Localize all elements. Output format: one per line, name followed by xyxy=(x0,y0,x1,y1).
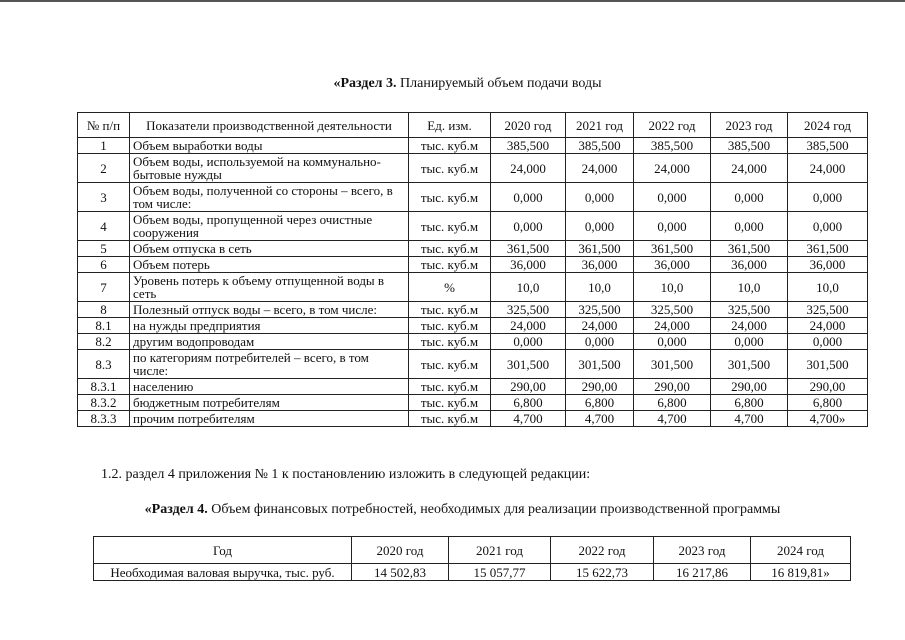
value-2022: 385,500 xyxy=(634,138,711,154)
value-2020: 301,500 xyxy=(491,350,566,379)
table-row xyxy=(78,183,868,212)
section-4-title xyxy=(10,502,905,518)
value-2020: 385,500 xyxy=(491,138,566,154)
row-unit: тыс. куб.м xyxy=(409,138,491,154)
row-num: 6 xyxy=(78,257,130,273)
row-indicator: Уровень потерь к объему отпущенной воды в сеть xyxy=(130,273,409,302)
table-row xyxy=(78,212,868,241)
value-2022: 4,700 xyxy=(634,411,711,427)
value-2020: 36,000 xyxy=(491,257,566,273)
value-2021: 361,500 xyxy=(566,241,634,257)
value-2024: 361,500 xyxy=(788,241,868,257)
value-2024: 0,000 xyxy=(788,212,868,241)
table-row xyxy=(78,379,868,395)
value-2020: 0,000 xyxy=(491,212,566,241)
page-top-edge xyxy=(0,0,905,2)
value-2021: 325,500 xyxy=(566,302,634,318)
value-2022: 0,000 xyxy=(634,212,711,241)
row-indicator: Объем потерь xyxy=(130,257,409,273)
header-unit: Ед. изм. xyxy=(409,113,491,138)
row-num: 8 xyxy=(78,302,130,318)
water-supply-table xyxy=(77,112,868,427)
table-row xyxy=(94,564,851,581)
row-indicator: бюджетным потребителям xyxy=(130,395,409,411)
table-row xyxy=(78,350,868,379)
row-num: 8.3.2 xyxy=(78,395,130,411)
header-2024: 2024 год xyxy=(751,537,851,564)
row-unit: тыс. куб.м xyxy=(409,302,491,318)
table-row xyxy=(78,411,868,427)
value-2024: 301,500 xyxy=(788,350,868,379)
row-num: 8.1 xyxy=(78,318,130,334)
row-num: 1 xyxy=(78,138,130,154)
value-2020: 290,00 xyxy=(491,379,566,395)
value-2024: 24,000 xyxy=(788,154,868,183)
row-unit: тыс. куб.м xyxy=(409,350,491,379)
value-2023: 0,000 xyxy=(711,212,788,241)
value-2024: 36,000 xyxy=(788,257,868,273)
value-2022: 36,000 xyxy=(634,257,711,273)
value-2023: 4,700 xyxy=(711,411,788,427)
value-2022: 0,000 xyxy=(634,183,711,212)
value-2020: 6,800 xyxy=(491,395,566,411)
value-2024: 4,700» xyxy=(788,411,868,427)
section-4-title-bold: «Раздел 4. xyxy=(144,502,208,517)
row-indicator: на нужды предприятия xyxy=(130,318,409,334)
value-2024: 16 819,81» xyxy=(751,564,851,581)
value-2020: 0,000 xyxy=(491,334,566,350)
value-2023: 290,00 xyxy=(711,379,788,395)
value-2022: 6,800 xyxy=(634,395,711,411)
value-2022: 290,00 xyxy=(634,379,711,395)
value-2024: 325,500 xyxy=(788,302,868,318)
row-unit: тыс. куб.м xyxy=(409,379,491,395)
value-2023: 6,800 xyxy=(711,395,788,411)
value-2024: 0,000 xyxy=(788,183,868,212)
row-indicator: Объем отпуска в сеть xyxy=(130,241,409,257)
value-2020: 325,500 xyxy=(491,302,566,318)
value-2023: 0,000 xyxy=(711,334,788,350)
row-num: 2 xyxy=(78,154,130,183)
row-indicator: Полезный отпуск воды – всего, в том числе: xyxy=(130,302,409,318)
row-num: 3 xyxy=(78,183,130,212)
row-num: 7 xyxy=(78,273,130,302)
row-num: 8.3.1 xyxy=(78,379,130,395)
table-header-row xyxy=(78,113,868,138)
header-2022: 2022 год xyxy=(551,537,654,564)
value-2020: 4,700 xyxy=(491,411,566,427)
row-indicator: Объем воды, пропущенной через очистные сооружения xyxy=(130,212,409,241)
value-2022: 361,500 xyxy=(634,241,711,257)
header-indicator: Показатели производственной деятельности xyxy=(130,113,409,138)
value-2021: 0,000 xyxy=(566,334,634,350)
value-2023: 36,000 xyxy=(711,257,788,273)
row-unit: тыс. куб.м xyxy=(409,411,491,427)
value-2021: 0,000 xyxy=(566,183,634,212)
value-2023: 301,500 xyxy=(711,350,788,379)
value-2020: 361,500 xyxy=(491,241,566,257)
value-2021: 290,00 xyxy=(566,379,634,395)
row-num: 8.3.3 xyxy=(78,411,130,427)
row-unit: тыс. куб.м xyxy=(409,318,491,334)
value-2021: 4,700 xyxy=(566,411,634,427)
row-unit: тыс. куб.м xyxy=(409,395,491,411)
section-4-title-rest: Объем финансовых потребностей, необходимых для реализации производственной программы xyxy=(207,502,781,517)
value-2022: 0,000 xyxy=(634,334,711,350)
row-unit: тыс. куб.м xyxy=(409,154,491,183)
value-2020: 14 502,83 xyxy=(352,564,449,581)
table-row xyxy=(78,241,868,257)
financial-needs-table xyxy=(93,536,851,581)
row-num: 4 xyxy=(78,212,130,241)
header-2024: 2024 год xyxy=(788,113,868,138)
row-unit: % xyxy=(409,273,491,302)
value-2022: 24,000 xyxy=(634,318,711,334)
value-2023: 361,500 xyxy=(711,241,788,257)
row-indicator: Объем воды, используемой на коммунально-бытовые нужды xyxy=(130,154,409,183)
value-2022: 301,500 xyxy=(634,350,711,379)
value-2023: 325,500 xyxy=(711,302,788,318)
value-2023: 16 217,86 xyxy=(654,564,751,581)
header-2020: 2020 год xyxy=(352,537,449,564)
value-2024: 10,0 xyxy=(788,273,868,302)
header-2022: 2022 год xyxy=(634,113,711,138)
table-row xyxy=(78,302,868,318)
value-2022: 15 622,73 xyxy=(551,564,654,581)
value-2021: 0,000 xyxy=(566,212,634,241)
section-3-title-rest: Планируемый объем подачи воды xyxy=(396,76,602,91)
row-indicator: прочим потребителям xyxy=(130,411,409,427)
value-2023: 10,0 xyxy=(711,273,788,302)
row-indicator: другим водопроводам xyxy=(130,334,409,350)
value-2024: 6,800 xyxy=(788,395,868,411)
row-num: 8.3 xyxy=(78,350,130,379)
value-2022: 24,000 xyxy=(634,154,711,183)
section-3-title xyxy=(15,76,905,92)
row-unit: тыс. куб.м xyxy=(409,334,491,350)
value-2023: 0,000 xyxy=(711,183,788,212)
table-header-row xyxy=(94,537,851,564)
value-2023: 24,000 xyxy=(711,318,788,334)
table-row xyxy=(78,273,868,302)
row-unit: тыс. куб.м xyxy=(409,257,491,273)
row-num: 5 xyxy=(78,241,130,257)
header-2021: 2021 год xyxy=(566,113,634,138)
value-2020: 24,000 xyxy=(491,154,566,183)
table-row xyxy=(78,318,868,334)
value-2023: 24,000 xyxy=(711,154,788,183)
value-2021: 6,800 xyxy=(566,395,634,411)
value-2023: 385,500 xyxy=(711,138,788,154)
row-unit: тыс. куб.м xyxy=(409,212,491,241)
value-2024: 385,500 xyxy=(788,138,868,154)
table-row xyxy=(78,334,868,350)
header-num: № п/п xyxy=(78,113,130,138)
row-num: 8.2 xyxy=(78,334,130,350)
paragraph-1-2: 1.2. раздел 4 приложения № 1 к постановлению изложить в следующей редакции: xyxy=(101,467,591,482)
row-indicator: населению xyxy=(130,379,409,395)
value-2020: 24,000 xyxy=(491,318,566,334)
table-row xyxy=(78,395,868,411)
row-indicator: Объем воды, полученной со стороны – всего, в том числе: xyxy=(130,183,409,212)
value-2024: 290,00 xyxy=(788,379,868,395)
table-row xyxy=(78,257,868,273)
value-2020: 10,0 xyxy=(491,273,566,302)
table-row xyxy=(78,138,868,154)
header-2021: 2021 год xyxy=(449,537,551,564)
value-2021: 10,0 xyxy=(566,273,634,302)
value-2022: 325,500 xyxy=(634,302,711,318)
value-2024: 24,000 xyxy=(788,318,868,334)
value-2021: 301,500 xyxy=(566,350,634,379)
header-year: Год xyxy=(94,537,352,564)
value-2021: 385,500 xyxy=(566,138,634,154)
value-2021: 36,000 xyxy=(566,257,634,273)
row-label: Необходимая валовая выручка, тыс. руб. xyxy=(94,564,352,581)
header-2020: 2020 год xyxy=(491,113,566,138)
table-row xyxy=(78,154,868,183)
section-3-title-bold: «Раздел 3. xyxy=(333,76,397,91)
row-unit: тыс. куб.м xyxy=(409,183,491,212)
value-2024: 0,000 xyxy=(788,334,868,350)
row-indicator: Объем выработки воды xyxy=(130,138,409,154)
row-indicator: по категориям потребителей – всего, в том числе: xyxy=(130,350,409,379)
value-2020: 0,000 xyxy=(491,183,566,212)
header-2023: 2023 год xyxy=(711,113,788,138)
value-2022: 10,0 xyxy=(634,273,711,302)
value-2021: 24,000 xyxy=(566,318,634,334)
value-2021: 24,000 xyxy=(566,154,634,183)
header-2023: 2023 год xyxy=(654,537,751,564)
value-2021: 15 057,77 xyxy=(449,564,551,581)
row-unit: тыс. куб.м xyxy=(409,241,491,257)
